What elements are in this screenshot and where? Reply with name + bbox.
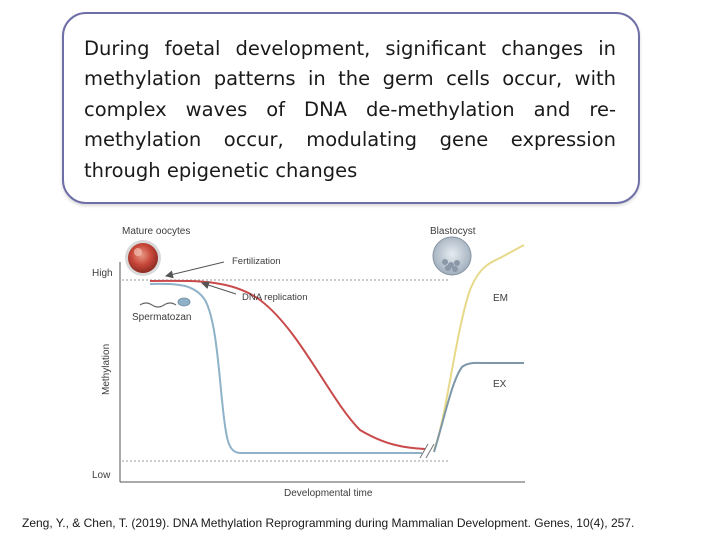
blastocyst-icon: [433, 237, 471, 275]
y-axis-label: Methylation: [101, 343, 112, 395]
mature-oocytes-label: Mature oocytes: [122, 226, 191, 237]
maternal-methylation-curve: [150, 281, 425, 449]
low-label: Low: [92, 470, 111, 481]
fertilization-label: Fertilization: [232, 256, 281, 267]
dna-replication-label: DNA replication: [242, 292, 308, 303]
ex-label: EX: [493, 379, 507, 390]
em-curve: [434, 245, 524, 450]
callout-text: During foetal development, significant changes in methylation patterns in the germ cells occur, with complex waves of DNA de-methylation and re-methylation occur, modulating gene expression through epigenetic changes: [84, 37, 616, 182]
ex-curve: [434, 363, 524, 452]
em-label: EM: [493, 293, 508, 304]
oocyte-cell-icon: [125, 240, 161, 276]
spermatozoa-label: Spermatozan: [132, 312, 192, 323]
x-axis-label: Developmental time: [284, 488, 373, 499]
spermatozoon-icon: [140, 298, 190, 307]
fertilization-arrow: [166, 262, 224, 276]
high-label: High: [92, 268, 113, 279]
citation-text: Zeng, Y., & Chen, T. (2019). DNA Methylation Reprogramming during Mammalian Development. Genes, 10(4), 257.: [22, 516, 635, 530]
paternal-methylation-curve: [150, 284, 422, 453]
blastocyst-label: Blastocyst: [430, 226, 476, 237]
